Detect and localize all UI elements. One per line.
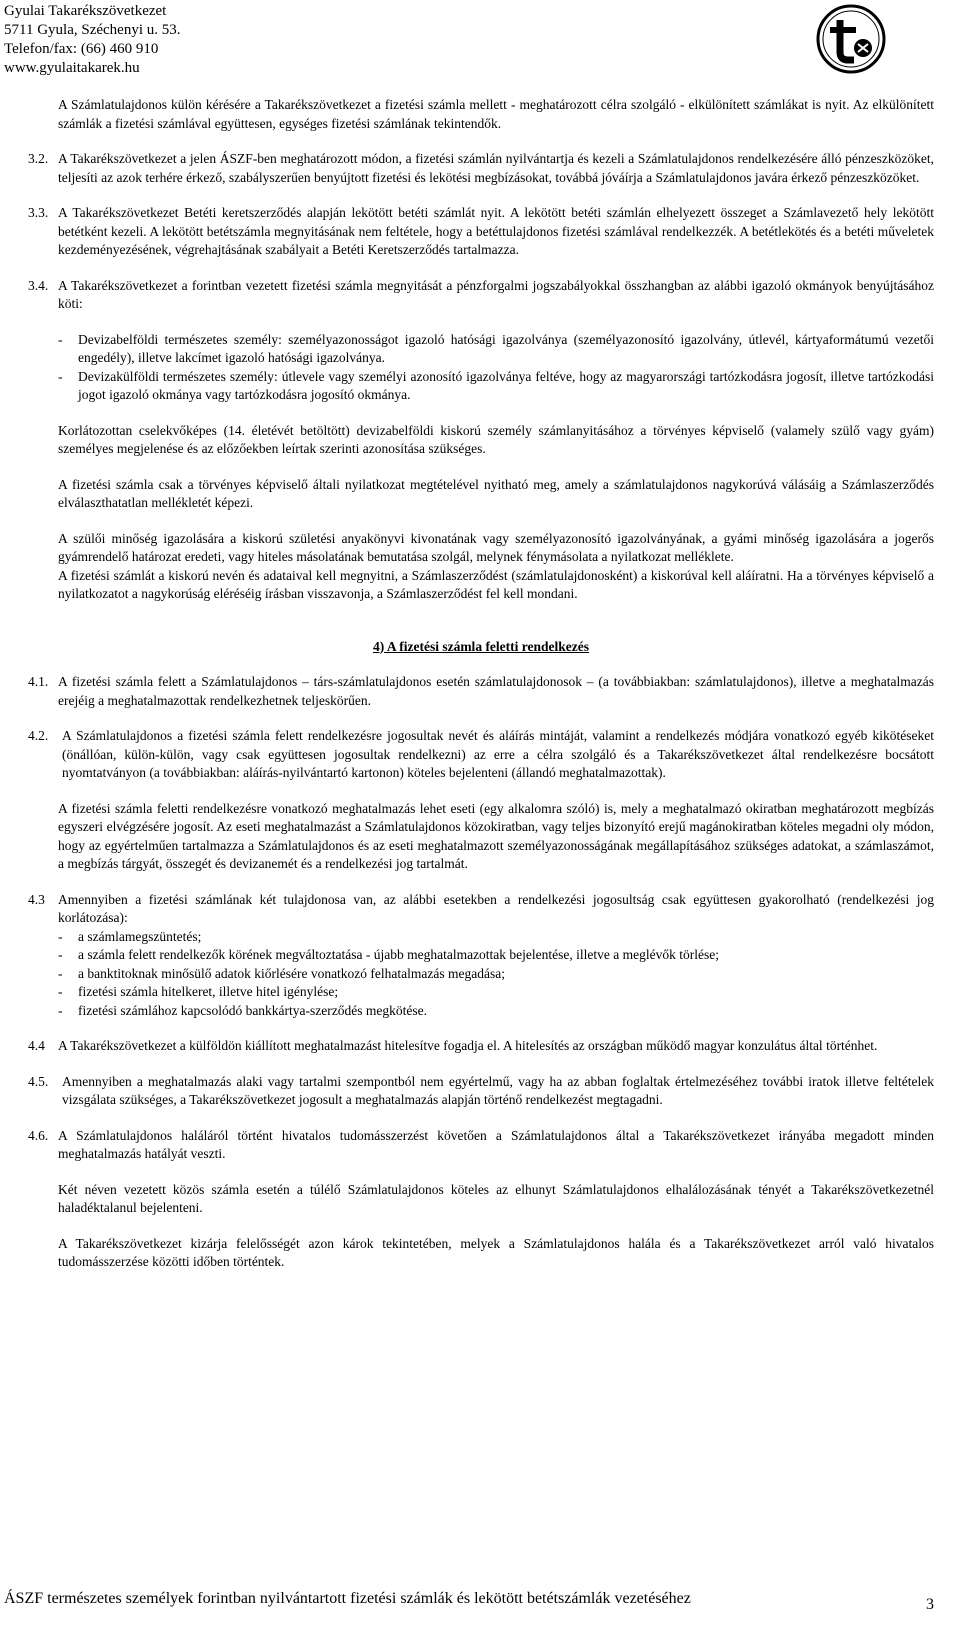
section-4-2 [28,727,934,783]
paragraph: A Takarékszövetkezet kizárja felelősségét azon károk tekintetében, melyek a Számlatulajdonos halála és a Takarékszövetkezet arról való hivatalos tudomásszerzése közötti időben történtek. [58,1235,934,1269]
section-text: A Takarékszövetkezet a forintban vezetett fizetési számla megnyitását a pénzforgalmi jogszabályokkal összhangban az alábbi igazoló okmányok benyújtásához köti: [58,277,934,311]
section-4-5 [28,1073,934,1110]
list-item-text: Devizabelföldi természetes személy: személyazonosságot igazoló hatósági igazolványa (személyazonosító igazolvány, útlevél, kártyaformátumú vezetői engedély), illetve lakcímet igazoló hatósági igazolványa. [78,331,934,365]
list-item [28,946,934,965]
list-item [28,928,934,947]
paragraph: Két néven vezetett közös számla esetén a túlélő Számlatulajdonos köteles az elhunyt Számlatulajdonos elhalálozásának tényét a Takarékszövetkezetnél haladéktalanul bejelenteni. [58,1181,934,1215]
intro-paragraph: A Számlatulajdonos külön kérésére a Takarékszövetkezet a fizetési számla mellett - meghatározott célra szolgáló - elkülönített számlákat is nyit. Az elkülönített számlák a fizetési számlával együttesen, egységes fizetési számlának tekintendők. [58,97,934,131]
list-item [28,983,934,1002]
list-item [28,1002,934,1021]
paragraph: A fizetési számla csak a törvényes képviselő általi nyilatkozat megtételével nyitható meg, amely a számlatulajdonos nagykorúvá válásáig a Számlaszerződés elválaszthatatlan mellékletét képezi. [58,476,934,510]
section-text: A Takarékszövetkezet a jelen ÁSZF-ben meghatározott módon, a fizetési számlán nyilvántartja és kezeli a Számlatulajdonos rendelkezésére álló pénzeszközöket, teljesíti az azok terhére érkező, szabályszerűen benyújtott fizetési és lekötési megbízásokat, továbbá jóváírja a Számlatulajdonos javára érkező pénzeszközöket. [58,151,934,185]
list-item-text: a banktitoknak minősülő adatok kiőrlésére vonatkozó felhatalmazás megadása; [78,965,505,981]
section-4-3 [28,891,934,928]
list-item-text: a számlamegszüntetés; [78,928,202,944]
takarek-logo-icon [816,4,886,74]
page-number: 3 [926,1596,934,1613]
bank-phone: Telefon/fax: (66) 460 910 [4,41,159,57]
section-number: 3.2. [28,151,49,166]
bank-website: www.gyulaitakarek.hu [4,60,140,76]
section-4-4 [28,1037,934,1056]
section-3-2 [28,150,934,187]
section-text: A fizetési számla felett a Számlatulajdonos – társ-számlatulajdonos esetén számlatulajdonosok – (a továbbiakban: számlatulajdonos), illetve a meghatalmazás erejéig a meghatalmazottak rendelkezhetnek teljeskörűen. [58,674,934,708]
paragraph: Korlátozottan cselekvőképes (14. életévét betöltött) devizabelföldi kiskorú személy számlanyitásához a törvényes képviselő (valamely szülő vagy gyám) személyes megjelenése és az előzőekben leírtak szerinti azonosítása szükséges. [58,422,934,456]
section-text: A Számlatulajdonos haláláról történt hivatalos tudomásszerzést követően a Számlatulajdonos által a Takarékszövetkezet irányába megadott minden meghatalmazás hatályát veszti. [58,1127,934,1161]
section-text: A Számlatulajdonos a fizetési számla felett rendelkezésre jogosultak nevét és aláírás mintáját, valamint a rendelkezés módjára vonatkozó egyéb kikötéseket (önállóan, külön-külön, vagy csak együttesen jogosultak rendelkezni) az erre a célra szolgáló és a Takarékszövetkezet által rendelkezésre bocsátott nyomtatványon (a továbbiakban: aláírás-nyilvántartó kartonon) köteles bejelenteni (állandó meghatalmazottak). [62,728,934,780]
section-text: Amennyiben a meghatalmazás alaki vagy tartalmi szempontból nem egyértelmű, vagy ha az abban foglaltak értelmezéséhez további iratok illetve feltételek vizsgálata szükséges, a Takarékszövetkezet jogosult a meghatalmazás alapján történő rendelkezést megtagadni. [62,1073,934,1107]
section-text: Amennyiben a fizetési számlának két tulajdonosa van, az alábbi esetekben a rendelkezési jogosultság csak együttesen gyakorolható (rendelkezési jog korlátozása): [58,891,934,925]
section-number: 4.1. [28,674,49,689]
document-body [28,96,934,1272]
section-4-6 [28,1127,934,1164]
section-number: 3.3. [28,205,49,220]
section-3-3 [28,204,934,260]
section-number: 4.6. [28,1127,49,1143]
paragraph: A fizetési számlát a kiskorú nevén és adataival kell megnyitni, a Számlaszerződést (számlatulajdonosként) a kiskorúval kell aláíratni. Ha a törvényes képviselő a nyilatkozatot a nagykorúság eléréséig írásban visszavonja, a Számlaszerződést fel kell mondani. [58,567,934,601]
list-dash: - [58,928,63,944]
bank-address: 5711 Gyula, Széchenyi u. 53. [4,22,181,38]
section-number: 4.3 [28,891,45,907]
section-4-1 [28,673,934,710]
paragraph: A szülői minőség igazolására a kiskorú születési anyakönyvi kivonatának vagy személyazonosító igazolványának, a gyámi minőség igazolására a jogerős gyámrendelő határozat eredeti, vagy hiteles másolatának bemutatása szolgál, melynek fénymásolata a nyilatkozat melléklete. [58,530,934,564]
section-number: 4.5. [28,1073,49,1089]
section-text: A Takarékszövetkezet a külföldön kiállított meghatalmazást hitelesítve fogadja el. A hitelesítés az országban működő magyar konzulátus által történhet. [58,1038,878,1053]
list-dash: - [58,984,63,999]
page-footer [4,1590,934,1613]
bank-name: Gyulai Takarékszövetkezet [4,3,167,19]
list-dash: - [58,368,63,384]
list-dash: - [58,947,63,962]
paragraph: A fizetési számla feletti rendelkezésre vonatkozó meghatalmazás lehet eseti (egy alkalomra szóló) is, mely a meghatalmazó okiratban meghatározott megbízás egyszeri elvégzésére jogosít. Az eseti meghatalmazást a Számlatulajdonos közokiratban, vagy teljes bizonyító erejű magánokiratban köteles megadni oly módon, hogy az egyértelműen tartalmazza a Számlatulajdonos és az eseti meghatalmazott személyazonosságának megállapításához szükséges adatokat, a számlaszámot, a megbízás tárgyát, összegét és devizanemét és a rendelkezési jog tartalmát. [58,800,934,871]
list-item-text: Devizakülföldi természetes személy: útlevele vagy személyi azonosító igazolványa feltéve, hogy az magyarországi tartózkodásra jogosít, illetve tartózkodási jogot igazoló okmánya vagy tartózkodásra jogosító okmánya. [78,368,934,402]
section-number: 4.2. [28,728,49,743]
section-number: 3.4. [28,277,49,293]
section-number: 4.4 [28,1038,45,1053]
list-item-text: fizetési számla hitelkeret, illetve hitel igénylése; [78,984,339,999]
bank-header [4,2,181,78]
section-4-title: 4) A fizetési számla feletti rendelkezés [372,638,590,654]
list-item [28,965,934,984]
list-dash: - [58,331,63,347]
list-item [28,331,934,368]
list-item [28,368,934,405]
list-item-text: fizetési számlához kapcsolódó bankkártya-szerződés megkötése. [78,1002,427,1018]
footer-text: ÁSZF természetes személyek forintban nyilvántartott fizetési számlák és lekötött betétszámlák vezetéséhez [4,1590,691,1607]
list-item-text: a számla felett rendelkezők körének megváltoztatása - újabb meghatalmazottak bejelentése, illetve a meglévők törlése; [78,947,719,962]
list-dash: - [58,1002,63,1018]
section-3-4 [28,277,934,314]
list-dash: - [58,965,63,981]
section-text: A Takarékszövetkezet Betéti keretszerződés alapján lekötött betéti számlát nyit. A lekötött betéti számlán elhelyezett összeget a Számlavezető hely lekötött betétként kezeli. A lekötött betétszámla megnyitásának nem feltétele, hogy a betéttulajdonos fizetési számlával rendelkezzék. A betétlekötés és a betéti műveletek kezdeményezésének, végrehajtásának szabályait a Betéti Keretszerződés tartalmazza. [58,205,934,257]
